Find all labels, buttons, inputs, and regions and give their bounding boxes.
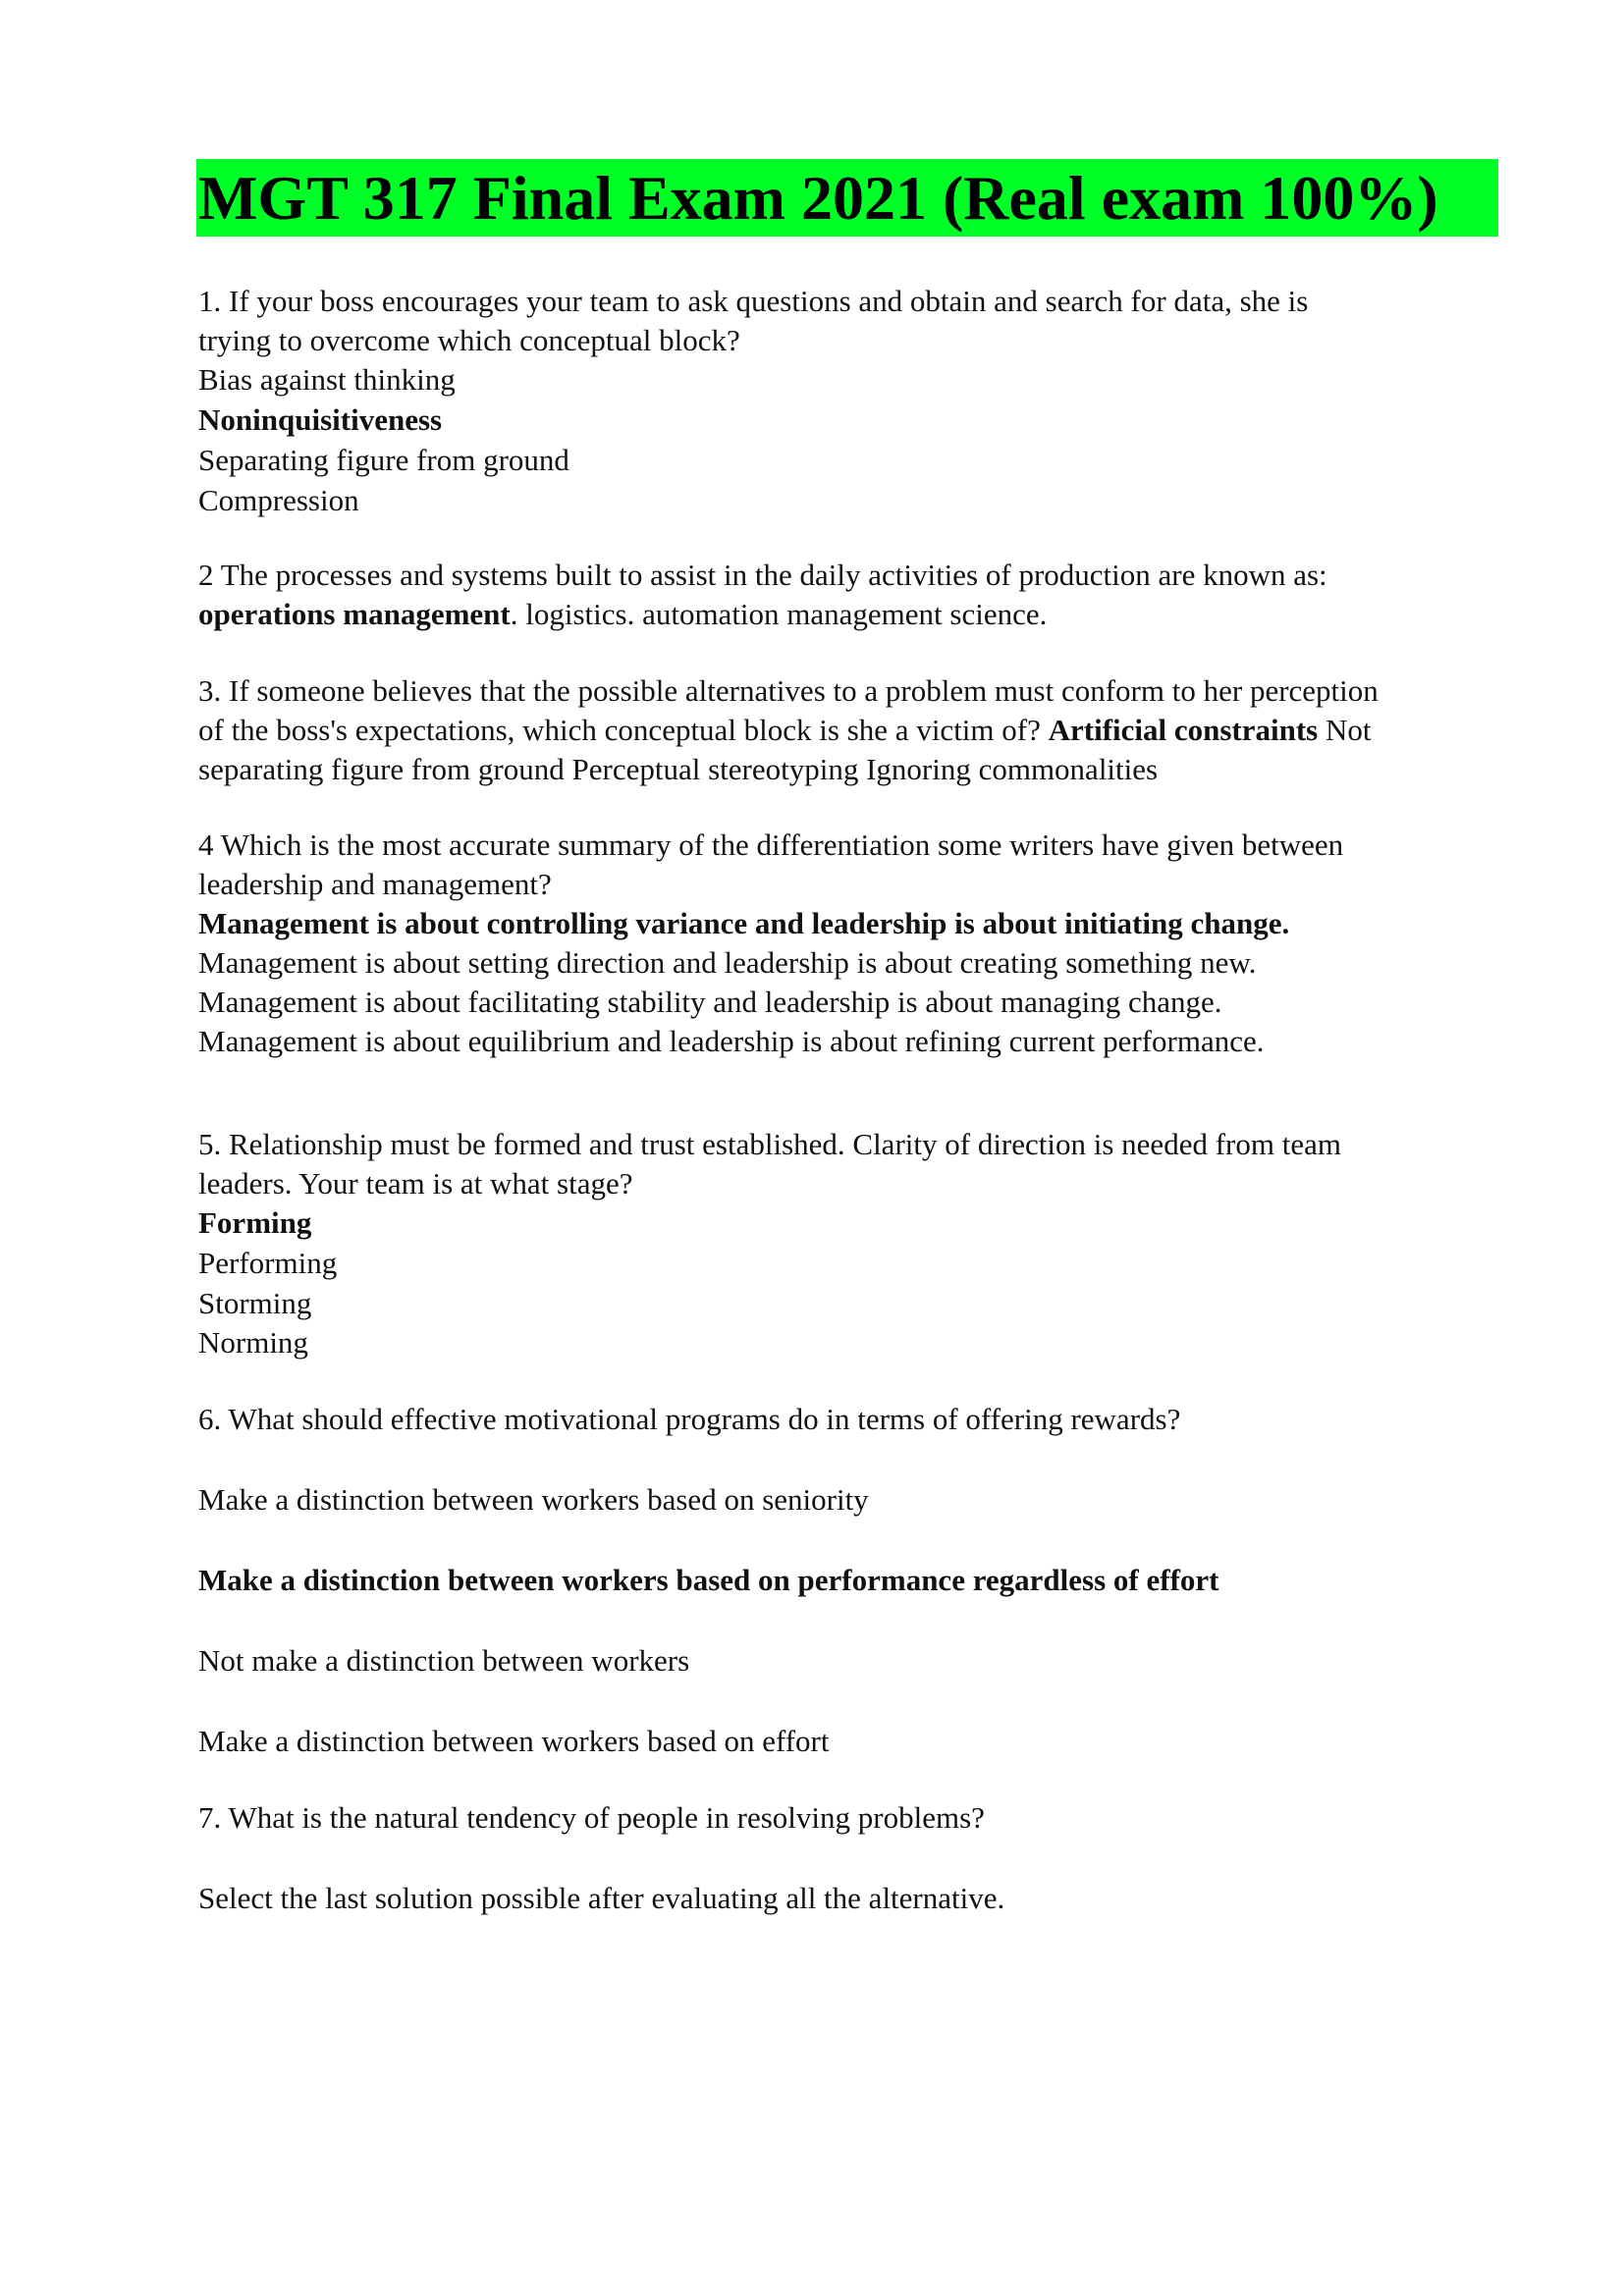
question-1-option: Bias against thinking [198,362,456,397]
question-5-correct-answer: Forming [198,1205,312,1240]
question-6-option: Not make a distinction between workers [198,1643,690,1678]
question-4-correct-answer: Management is about controlling variance and leadership is about initiating change. [198,906,1290,940]
question-4-option: Management is about setting direction and leadership is about creating something new. [198,945,1257,980]
question-4-text-line-2: leadership and management? [198,867,552,901]
question-1-option: Separating figure from ground [198,443,569,477]
question-2-text: 2 The processes and systems built to assist in the daily activities of production are known as: [198,558,1327,592]
question-1-option: Compression [198,483,359,517]
question-4-option: Management is about facilitating stability and leadership is about managing change. [198,985,1222,1019]
question-7-option: Select the last solution possible after evaluating all the alternative. [198,1881,1005,1915]
question-3-text-line-1: 3. If someone believes that the possible alternatives to a problem must conform to her perception [198,673,1379,708]
question-1-correct-answer: Noninquisitiveness [198,402,443,437]
question-6-option: Make a distinction between workers based on effort [198,1724,830,1758]
question-5-option: Norming [198,1325,308,1360]
question-6-option: Make a distinction between workers based on seniority [198,1482,869,1517]
question-2-other-options: . logistics. automation management science. [510,597,1048,631]
question-3-correct-answer: Artificial constraints [1048,713,1319,747]
question-1-text-line-2: trying to overcome which conceptual block? [198,323,740,357]
question-5-option: Storming [198,1286,312,1320]
question-7-text: 7. What is the natural tendency of people in resolving problems? [198,1800,985,1835]
question-3-other-options: separating figure from ground Perceptual stereotyping Ignoring commonalities [198,752,1159,786]
question-5-option: Performing [198,1246,338,1280]
question-4-text-line-1: 4 Which is the most accurate summary of the differentiation some writers have given between [198,828,1344,862]
question-6-text: 6. What should effective motivational programs do in terms of offering rewards? [198,1402,1181,1436]
question-3-text: of the boss's expectations, which conceptual block is she a victim of? [198,713,1049,747]
question-6-correct-answer: Make a distinction between workers based on performance regardless of effort [198,1563,1219,1597]
question-2-answer-line [198,595,1047,634]
question-4-option: Management is about equilibrium and leadership is about refining current performance. [198,1024,1265,1058]
question-3-text-line-2 [198,711,1372,750]
question-1-text-line-1: 1. If your boss encourages your team to ask questions and obtain and search for data, she is [198,284,1309,318]
question-2-correct-answer: operations management [198,597,511,631]
question-3-other-option: Not [1318,713,1372,747]
question-5-text-line-1: 5. Relationship must be formed and trust established. Clarity of direction is needed from team [198,1127,1341,1161]
question-5-text-line-2: leaders. Your team is at what stage? [198,1166,633,1201]
exam-title: MGT 317 Final Exam 2021 (Real exam 100%) [196,159,1498,237]
